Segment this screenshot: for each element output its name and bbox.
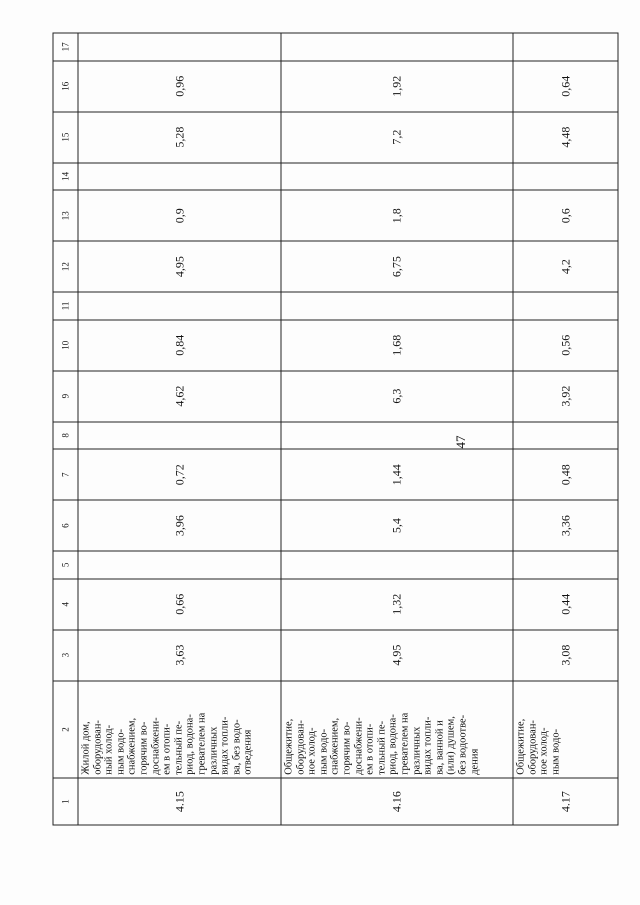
- column-header: 12: [53, 241, 78, 292]
- table-cell: 1,8: [281, 190, 513, 241]
- row-description: Общежитие, оборудован- ное холод- ным водо-: [513, 680, 618, 778]
- table-cell: [513, 551, 618, 579]
- column-header: 3: [53, 629, 78, 680]
- table-row: [78, 33, 281, 825]
- page-number: 47: [453, 435, 468, 449]
- table-cell: 4,95: [281, 629, 513, 680]
- table-cell: [78, 421, 281, 449]
- data-table: [52, 32, 618, 825]
- table-container: [52, 32, 618, 825]
- table-cell: 0,9: [78, 190, 281, 241]
- table-cell: 3,08: [513, 629, 618, 680]
- table-cell: 7,2: [281, 111, 513, 162]
- table-cell: 4,95: [78, 241, 281, 292]
- table-cell: [281, 551, 513, 579]
- column-header: 5: [53, 551, 78, 579]
- table-cell: 5,28: [78, 111, 281, 162]
- table-cell: [78, 551, 281, 579]
- row-number: 4.15: [78, 778, 281, 825]
- table-cell: 3,36: [513, 500, 618, 551]
- table-cell: [78, 33, 281, 61]
- row-description: Общежитие, оборудован- ное холод- ным водо- снабжением, горячим во- доснабжени- ем в отопи- тельный пе- риод, водона- гревателем на различных видах топли- ва, ванной и (или) душем, без водоотве- дения: [281, 680, 513, 778]
- table-cell: 3,96: [78, 500, 281, 551]
- column-header: 4: [53, 578, 78, 629]
- table-row: [281, 33, 513, 825]
- table-cell: 4,62: [78, 370, 281, 421]
- table-cell: 3,92: [513, 370, 618, 421]
- table-cell: [513, 292, 618, 320]
- row-number: 4.17: [513, 778, 618, 825]
- table-cell: 4,2: [513, 241, 618, 292]
- row-number: 4.16: [281, 778, 513, 825]
- column-header: 1: [53, 778, 78, 825]
- table-cell: [281, 162, 513, 190]
- table-cell: 5,4: [281, 500, 513, 551]
- table-cell: 0,56: [513, 319, 618, 370]
- table-cell: [513, 421, 618, 449]
- column-header: 17: [53, 33, 78, 61]
- table-row: [513, 33, 618, 825]
- table-cell: 3,63: [78, 629, 281, 680]
- column-header: 7: [53, 449, 78, 500]
- table-cell: 1,44: [281, 449, 513, 500]
- table-cell: 0,72: [78, 449, 281, 500]
- column-header: 10: [53, 319, 78, 370]
- table-cell: 0,48: [513, 449, 618, 500]
- table-cell: 0,96: [78, 60, 281, 111]
- table-cell: 6,3: [281, 370, 513, 421]
- row-description: Жилой дом, оборудован- ный холод- ным водо- снабжением, горячим во- доснабжени- ем в отопи- тельный пе- риод, водона- гревателем на различных видах топли- ва, без водо- отведения: [78, 680, 281, 778]
- table-cell: [513, 162, 618, 190]
- column-header: 9: [53, 370, 78, 421]
- table-cell: 0,66: [78, 578, 281, 629]
- table-cell: 0,6: [513, 190, 618, 241]
- table-cell: [281, 33, 513, 61]
- table-cell: 0,64: [513, 60, 618, 111]
- column-header: 11: [53, 292, 78, 320]
- table-cell: 4,48: [513, 111, 618, 162]
- table-cell: 1,92: [281, 60, 513, 111]
- table-cell: [78, 162, 281, 190]
- column-header: 6: [53, 500, 78, 551]
- table-cell: 6,75: [281, 241, 513, 292]
- column-header: 13: [53, 190, 78, 241]
- table-cell: [78, 292, 281, 320]
- table-cell: 1,68: [281, 319, 513, 370]
- column-header: 16: [53, 60, 78, 111]
- table-cell: 0,84: [78, 319, 281, 370]
- header-row: [53, 33, 78, 825]
- column-header: 15: [53, 111, 78, 162]
- table-cell: [281, 421, 513, 449]
- table-cell: 1,32: [281, 578, 513, 629]
- table-cell: [513, 33, 618, 61]
- column-header: 14: [53, 162, 78, 190]
- column-header: 8: [53, 421, 78, 449]
- table-cell: 0,44: [513, 578, 618, 629]
- column-header: 2: [53, 680, 78, 778]
- table-cell: [281, 292, 513, 320]
